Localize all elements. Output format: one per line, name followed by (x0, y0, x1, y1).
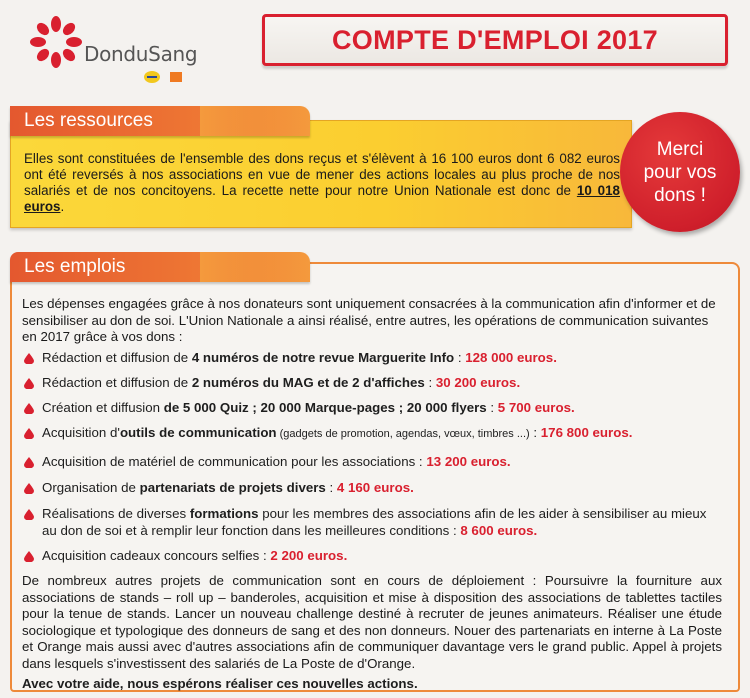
item-price: 128 000 euros. (465, 350, 557, 365)
logo-brand-text: DonduSang (84, 42, 198, 66)
emplois-intro: Les dépenses engagées grâce à nos donateurs sont uniquement consacrées à la communication afin d'informer et de sensibiliser au don de soi. L'Union Nationale a ainsi réalisé, entre autres, les opérations de communication suivantes en 2017 grâce à vos dons : (22, 296, 716, 344)
merci-line-3: dons ! (654, 184, 706, 206)
item-price: 4 160 euros. (336, 480, 414, 495)
page-title: COMPTE D'EMPLOI 2017 (332, 24, 658, 55)
item-text-mid: : (325, 480, 337, 495)
item-text-mid: : (529, 425, 541, 440)
list-item (22, 548, 722, 565)
drop-bullet-icon (24, 403, 34, 414)
item-bold-text: 4 numéros de notre revue Marguerite Info (191, 350, 455, 365)
drop-bullet-icon (24, 353, 34, 364)
emplois-outro: De nombreux autres projets de communication sont en cours de déploiement : Poursuivre la fourniture aux associations de stands – roll up – banderoles, acquisition et mise à disposition des associations de tablettes tactiles pour la tenue de stands. Lancer un nouveau challenge destiné à recruter de jeunes animateurs. Réaliser une étude sociologique et typologique des donneurs de sang et des non donneurs. Nouer des partenariats en interne à La Poste et Orange mais aussi avec d'autres associations afin de communiquer davantage vers le grand public. Appel à projets dans lesquels s'investissent des salariés de La Poste de d'Orange. (22, 573, 722, 671)
list-item (22, 425, 722, 443)
item-text: Organisation de (42, 480, 140, 495)
item-text-mid: : (486, 400, 498, 415)
item-text-mid: : (454, 350, 466, 365)
ressources-text-end: . (60, 199, 65, 214)
item-detail-text: (gadgets de promotion, agendas, vœux, timbres ...) (276, 428, 530, 440)
ressources-heading-tab (10, 106, 310, 136)
ressources-text (24, 151, 620, 215)
drop-bullet-icon (24, 483, 34, 494)
ressources-heading: Les ressources (24, 110, 153, 131)
flower-logo-icon (26, 12, 86, 72)
item-price: 30 200 euros. (435, 375, 521, 390)
emplois-heading: Les emplois (24, 256, 126, 277)
item-bold-text: outils de communication (119, 425, 277, 440)
list-item (22, 375, 722, 392)
item-text: Acquisition de matériel de communication pour les associations : (42, 454, 427, 469)
partner-logos-icon (144, 70, 188, 84)
item-bold-text: 2 numéros du MAG et de 2 d'affiches (191, 375, 425, 390)
drop-bullet-icon (24, 378, 34, 389)
list-item (22, 350, 722, 367)
net-amount: 10 018 euros (24, 183, 621, 214)
emplois-heading-tab (10, 252, 310, 282)
drop-bullet-icon (24, 551, 34, 562)
item-price: 2 200 euros. (270, 548, 348, 563)
list-item (22, 454, 722, 471)
drop-bullet-icon (24, 509, 34, 520)
drop-bullet-icon (24, 428, 34, 439)
closing-statement: Avec votre aide, nous espérons réaliser ces nouvelles actions. (22, 676, 418, 691)
list-item (22, 400, 722, 417)
item-text: Création et diffusion (42, 400, 164, 415)
item-price: 5 700 euros. (497, 400, 575, 415)
list-item (22, 480, 722, 497)
merci-badge (620, 112, 740, 232)
item-text: Acquisition d' (42, 425, 120, 440)
item-text-mid: : (424, 375, 436, 390)
item-price: 176 800 euros. (540, 425, 633, 440)
item-bold-text: partenariats de projets divers (139, 480, 326, 495)
title-banner (262, 14, 728, 66)
item-bold-text: formations (189, 506, 259, 521)
merci-line-2: pour vos (643, 161, 717, 183)
dondusang-logo (26, 12, 276, 82)
item-text: Rédaction et diffusion de (42, 350, 192, 365)
item-text: Acquisition cadeaux concours selfies : (42, 548, 271, 563)
item-price: 8 600 euros. (460, 522, 538, 538)
ressources-text-body: Elles sont constituées de l'ensemble des dons reçus et s'élèvent à 16 100 euros dont 6 082 euros ont été reversés à nos associations en vue de mener des actions locales au plus proche de nos salariés et de nos concitoyens. La recette nette pour notre Union Nationale est donc de (24, 151, 620, 198)
list-item (22, 506, 722, 539)
drop-bullet-icon (24, 457, 34, 468)
merci-line-1: Merci (656, 138, 704, 160)
item-text: Réalisations de diverses (42, 506, 190, 521)
item-bold-text: de 5 000 Quiz ; 20 000 Marque-pages ; 20 000 flyers (163, 400, 487, 415)
item-price: 13 200 euros. (426, 454, 511, 469)
item-text: Rédaction et diffusion de (42, 375, 192, 390)
item-text-mid: pour les membres des associations afin de les aider à sensibiliser au mieux au don de soi et à remplir leur fonction dans les meilleures conditions : (42, 506, 707, 538)
